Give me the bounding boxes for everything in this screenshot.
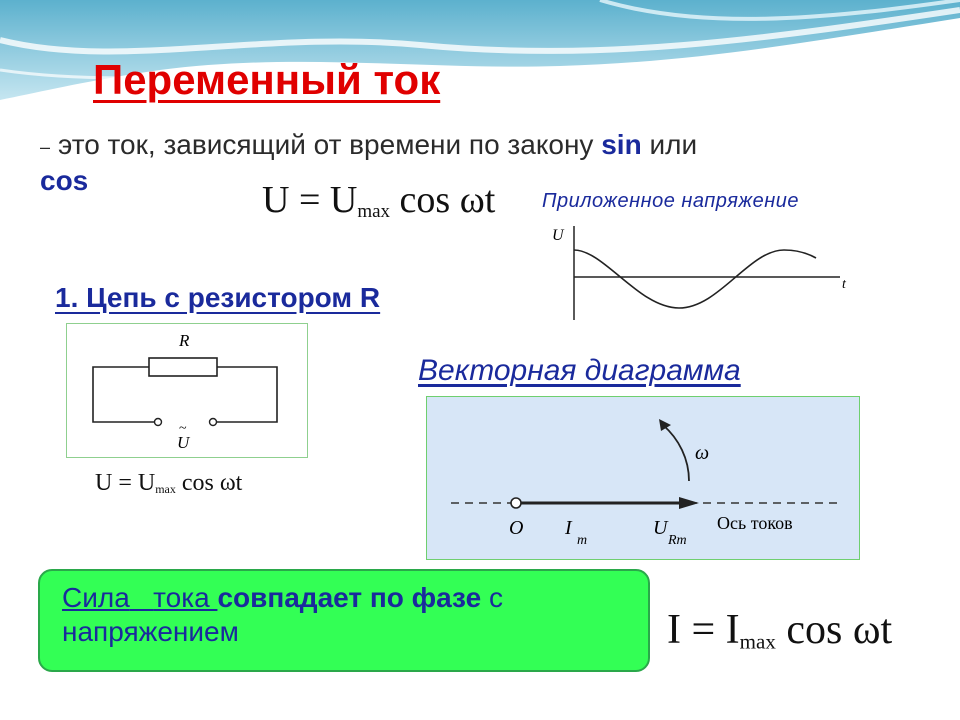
page-title: Переменный ток [93,56,441,103]
resistor-label: R [179,331,190,350]
formula-sub: max [357,200,391,222]
phase-note-part3: с напряжением [62,582,503,647]
vector-diagram-box [426,396,860,560]
axis-label: Ось токов [717,513,793,533]
definition-cos: cos [40,164,89,196]
graph-x-label: t [842,277,846,292]
applied-voltage-label: Приложенное напряжение [542,190,800,212]
graph-sine-curve [574,250,816,308]
voltage-sub: Rm [668,533,687,548]
voltage-formula-top [262,178,495,223]
phase-note-part1: Сила [62,582,130,613]
terminal-left [155,419,162,426]
source-label: U [177,433,190,452]
phase-note-part2: тока [153,582,218,613]
source-tilde: ~ [179,421,187,436]
phase-note-box [38,569,650,672]
graph-y-label: U [552,227,564,244]
formula-sub: max [739,629,776,654]
origin-label: O [509,517,524,539]
vector-diagram [427,397,859,559]
definition-sin: sin [601,129,642,160]
formula-rhs: cos ωt [775,607,893,653]
rotation-arc [663,425,689,481]
definition-dash: – [40,136,51,157]
section-heading: 1. Цепь с резистором R [55,282,381,313]
definition-or: или [641,129,698,160]
formula-sub: max [155,482,176,496]
formula-rhs: cos ωt [175,470,243,496]
definition-body: это ток, зависящий от времени по закону [58,129,602,160]
circuit-diagram-box [66,323,308,458]
formula-rhs: cos ωt [390,179,496,221]
resistor-symbol [149,358,217,376]
voltage-label: U [653,517,668,539]
circuit-schematic [67,324,307,457]
current-sub: m [577,533,588,548]
vector-arrowhead [679,497,699,509]
current-formula [667,606,892,654]
omega-label: ω [695,442,710,464]
origin-point [511,498,521,508]
terminal-right [210,419,217,426]
rotation-arrowhead [659,419,671,431]
formula-lhs: U = U [95,470,156,496]
formula-lhs: I = I [667,607,740,653]
formula-lhs: U = U [262,179,358,221]
voltage-formula-mid [95,470,242,497]
voltage-sine-graph [544,222,886,324]
phase-note-bold: совпадает по фазе [217,582,482,613]
current-label: I [565,517,572,539]
vector-diagram-title: Векторная диаграмма [418,354,741,387]
